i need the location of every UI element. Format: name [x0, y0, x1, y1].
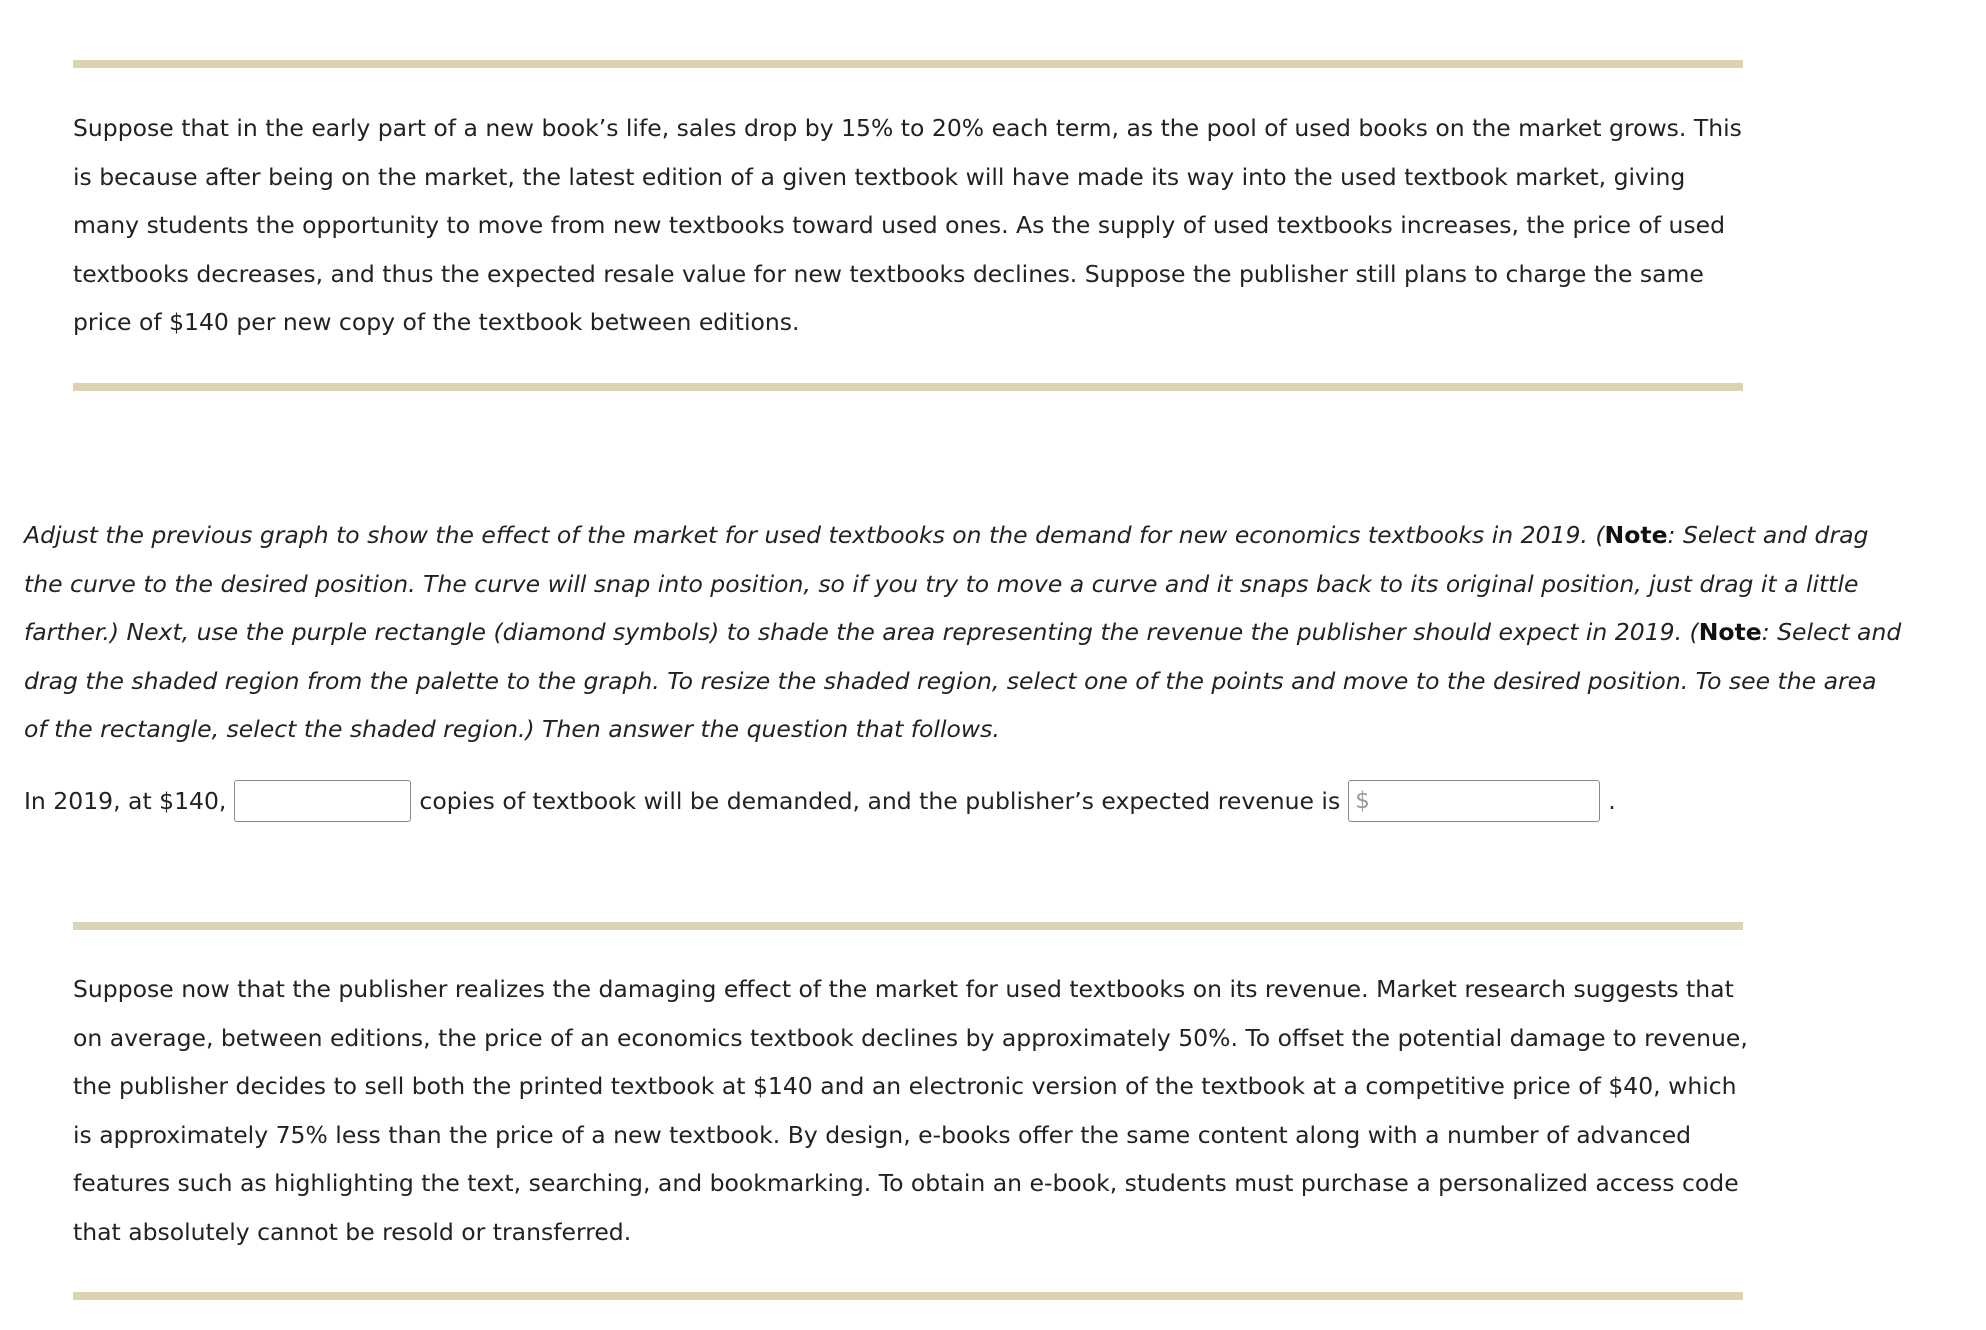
- note-label-1: Note: [1604, 521, 1668, 549]
- dollar-sign: $: [1355, 788, 1370, 814]
- instructions-part1: Adjust the previous graph to show the effect of the market for used textbooks on the demand for new economics textbooks in 2019. (: [24, 521, 1605, 549]
- instructions-part2: : Select and drag the curve to the desired position. The curve will snap into position, so if you try to move a curve and it snaps back to its original position, just drag it a little farther.) Next, use the purple rectangle (diamond symbols) to shade the area representing the revenue the publisher should expect in 2019. (: [24, 521, 1869, 646]
- section1-top-rule: [73, 60, 1743, 68]
- graph-instructions: [24, 511, 1904, 754]
- instructions-part3: : Select and drag the shaded region from the palette to the graph. To resize the shaded region, select one of the points and move to the desired position. To see the area of the rectangle, select the shaded region.) Then answer the question that follows.: [24, 618, 1902, 743]
- section1-bottom-rule: [73, 383, 1743, 391]
- question-suffix: .: [1608, 787, 1616, 815]
- question-prefix: In 2019, at $140,: [24, 787, 227, 815]
- section2-bottom-rule: [73, 1292, 1743, 1300]
- section2-top-rule: [73, 922, 1743, 930]
- section1-text: Suppose that in the early part of a new book’s life, sales drop by 15% to 20% each term, as the pool of used books on the market grows. This is because after being on the market, the latest edition of a given textbook will have made its way into the used textbook market, giving many students the opportunity to move from new textbooks toward used ones. As the supply of used textbooks increases, the price of used textbooks decreases, and thus the expected resale value for new textbooks declines. Suppose the publisher still plans to charge the same price of $140 per new copy of the textbook between editions.: [73, 114, 1742, 336]
- expected-revenue-input[interactable]: [1348, 780, 1600, 822]
- copies-demanded-input[interactable]: [234, 780, 411, 822]
- section2-text: Suppose now that the publisher realizes the damaging effect of the market for used textbooks on its revenue. Market research suggests that on average, between editions, the price of an economics textbook declines by approximately 50%. To offset the potential damage to revenue, the publisher decides to sell both the printed textbook at $140 and an electronic version of the textbook at a competitive price of $40, which is approximately 75% less than the price of a new textbook. By design, e-books offer the same content along with a number of advanced features such as highlighting the text, searching, and bookmarking. To obtain an e-book, students must purchase a personalized access code that absolutely cannot be resold or transferred.: [73, 975, 1748, 1246]
- question-middle: copies of textbook will be demanded, and the publisher’s expected revenue is: [419, 787, 1341, 815]
- answer-line: [24, 779, 1616, 823]
- note-label-2: Note: [1698, 618, 1762, 646]
